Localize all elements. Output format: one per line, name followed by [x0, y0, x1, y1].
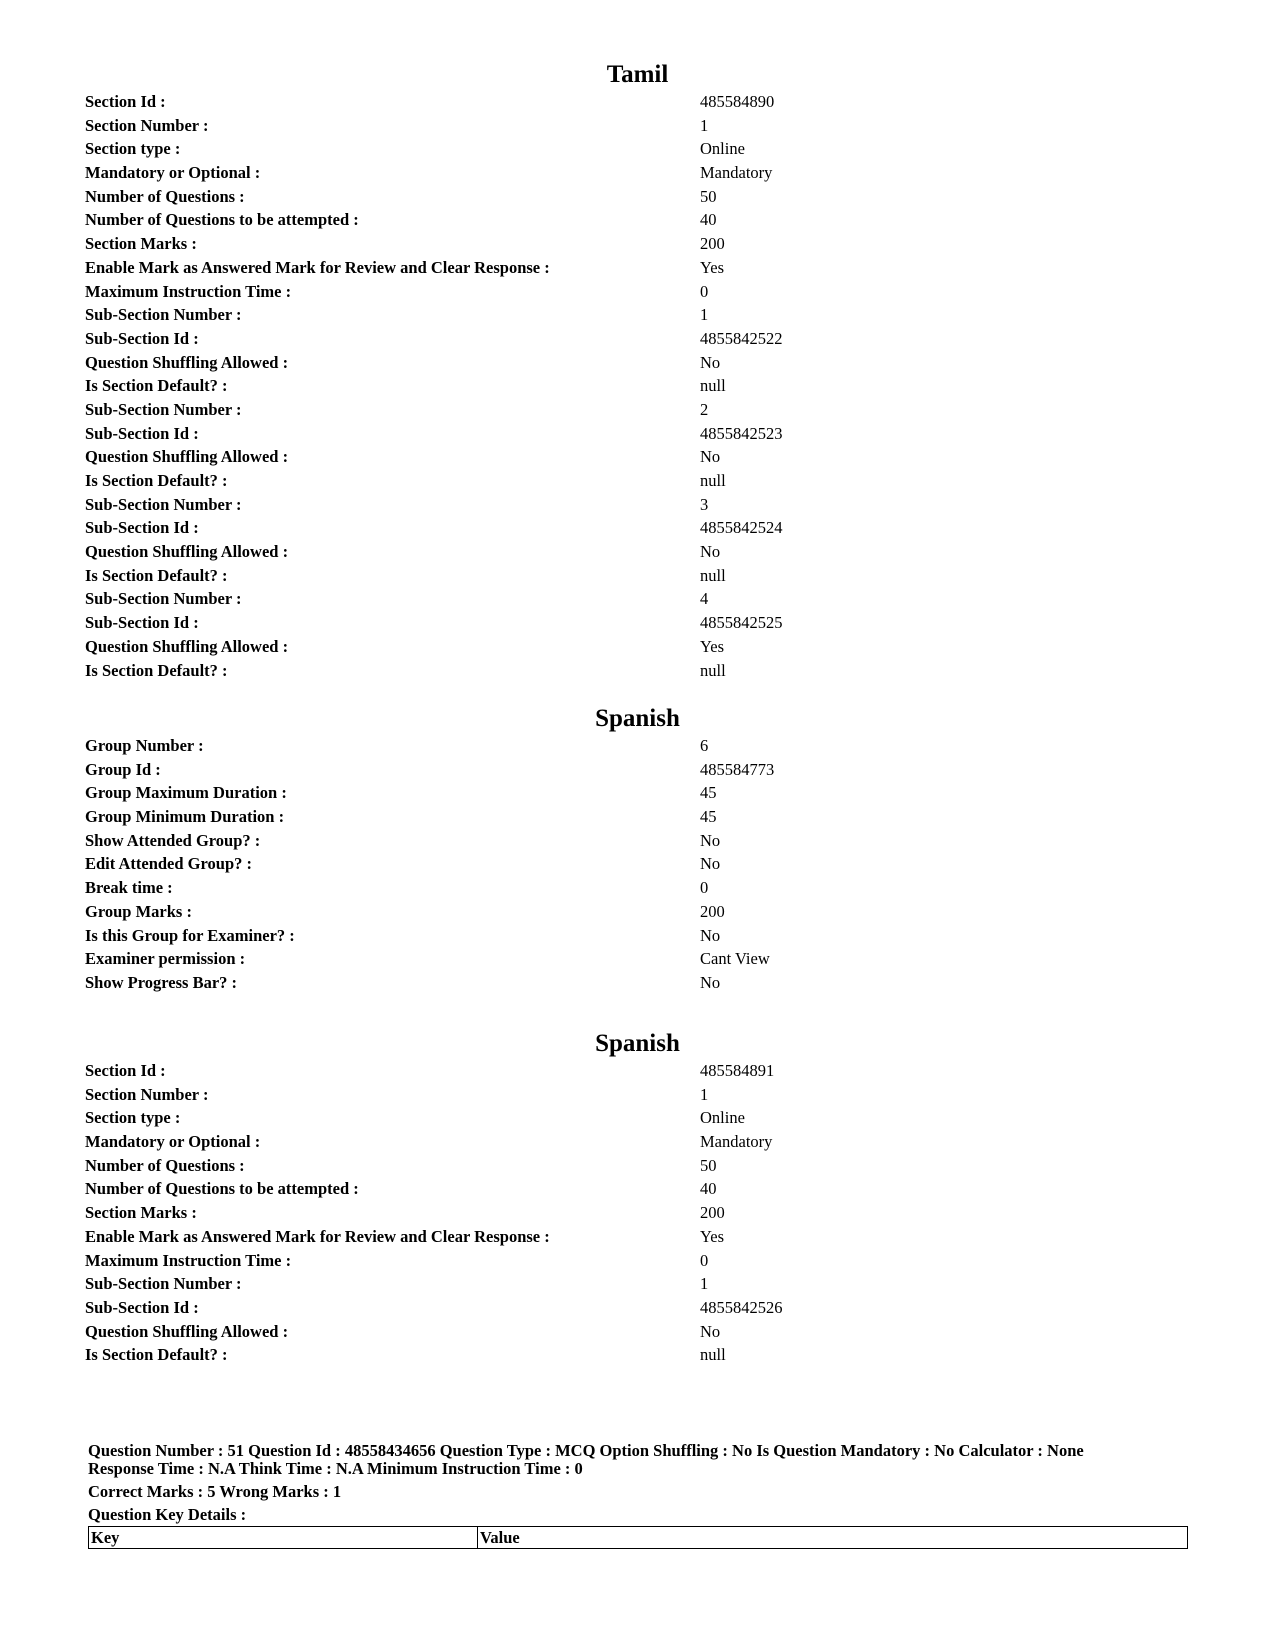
field-value: 45	[700, 807, 717, 827]
field-value: 200	[700, 234, 725, 254]
field-label: Sub-Section Number :	[85, 494, 242, 514]
field-label: Question Shuffling Allowed :	[85, 542, 289, 562]
field-label: Section Marks :	[85, 234, 197, 254]
field-value: No	[700, 352, 721, 372]
field-label: Group Id :	[85, 759, 161, 779]
field-value: 200	[700, 901, 725, 921]
field-row	[85, 1320, 1190, 1344]
field-label: Question Shuffling Allowed :	[85, 447, 289, 467]
field-row	[85, 327, 1190, 351]
field-value: 50	[700, 1155, 717, 1175]
field-value: 2	[700, 399, 709, 419]
field-value: 1	[700, 1274, 709, 1294]
field-label: Examiner permission :	[85, 949, 246, 969]
field-row	[85, 540, 1190, 564]
field-value: null	[700, 565, 726, 585]
field-row	[85, 900, 1190, 924]
field-label: Is this Group for Examiner? :	[85, 925, 295, 945]
field-value: 4855842522	[700, 328, 783, 348]
field-value: Mandatory	[700, 1132, 773, 1152]
field-row	[85, 280, 1190, 304]
field-label: Is Section Default? :	[85, 471, 228, 490]
field-value: Yes	[700, 257, 725, 277]
field-label: Question Shuffling Allowed :	[85, 1321, 289, 1341]
field-value: 4855842524	[700, 518, 783, 538]
field-row	[85, 758, 1190, 782]
field-label: Enable Mark as Answered Mark for Review and Clear Response :	[85, 1226, 550, 1246]
field-row	[85, 1177, 1190, 1201]
field-label: Sub-Section Number :	[85, 589, 242, 609]
field-value: Online	[700, 139, 745, 159]
field-label: Maximum Instruction Time :	[85, 281, 292, 301]
field-label: Number of Questions :	[85, 1155, 245, 1175]
field-label: Is Section Default? :	[85, 565, 228, 585]
field-value: 4	[700, 589, 709, 609]
group-block-spanish	[85, 704, 1190, 995]
field-label: Section Number :	[85, 115, 209, 135]
field-row	[85, 1272, 1190, 1296]
field-value: null	[700, 1345, 726, 1365]
field-row	[85, 1130, 1190, 1154]
field-value: 1	[700, 115, 709, 135]
field-row	[85, 1225, 1190, 1249]
group-title: Spanish	[595, 705, 680, 732]
field-row	[85, 469, 1190, 493]
field-row	[85, 1249, 1190, 1273]
field-label: Sub-Section Id :	[85, 518, 199, 538]
field-row	[85, 659, 1190, 683]
field-label: Sub-Section Number :	[85, 305, 242, 325]
field-value: Yes	[700, 636, 725, 656]
field-label: Sub-Section Id :	[85, 423, 199, 443]
section-block-spanish	[85, 1029, 1190, 1367]
section-rows	[85, 90, 1190, 682]
field-row	[85, 635, 1190, 659]
field-label: Section type :	[85, 139, 181, 159]
field-row	[85, 232, 1190, 256]
field-row	[85, 1154, 1190, 1178]
field-label: Group Marks :	[85, 901, 192, 921]
field-label: Is Section Default? :	[85, 1345, 228, 1365]
field-row	[85, 971, 1190, 995]
field-label: Show Attended Group? :	[85, 830, 261, 850]
table-header-key: Key	[89, 1527, 478, 1549]
field-row	[85, 256, 1190, 280]
field-label: Section Number :	[85, 1084, 209, 1104]
field-row	[85, 422, 1190, 446]
field-value: 485584891	[700, 1061, 775, 1080]
field-row	[85, 351, 1190, 375]
field-row	[85, 805, 1190, 829]
field-value: No	[700, 542, 721, 562]
field-label: Mandatory or Optional :	[85, 163, 261, 183]
field-row	[85, 1106, 1190, 1130]
field-value: 4855842523	[700, 423, 783, 443]
field-row	[85, 374, 1190, 398]
field-value: No	[700, 830, 721, 850]
field-row	[85, 1059, 1190, 1083]
field-label: Sub-Section Id :	[85, 1297, 199, 1317]
field-value: null	[700, 471, 726, 490]
section-block-tamil	[85, 60, 1190, 682]
field-label: Is Section Default? :	[85, 660, 228, 680]
table-header-value: Value	[478, 1527, 1188, 1549]
field-value: 4855842525	[700, 613, 783, 633]
field-row	[85, 734, 1190, 758]
field-row	[85, 611, 1190, 635]
field-row	[85, 161, 1190, 185]
field-label: Sub-Section Number :	[85, 399, 242, 419]
field-label: Group Number :	[85, 736, 204, 755]
field-label: Section Marks :	[85, 1203, 197, 1223]
field-value: 45	[700, 783, 717, 803]
field-value: 0	[700, 281, 709, 301]
field-value: 3	[700, 494, 709, 514]
field-row	[85, 564, 1190, 588]
field-value: 485584773	[700, 759, 775, 779]
field-row	[85, 90, 1190, 114]
field-value: No	[700, 854, 721, 874]
field-label: Enable Mark as Answered Mark for Review and Clear Response :	[85, 257, 550, 277]
field-label: Sub-Section Number :	[85, 1274, 242, 1294]
field-value: 0	[700, 878, 709, 898]
field-value: Online	[700, 1108, 745, 1128]
field-label: Is Section Default? :	[85, 376, 228, 396]
field-label: Maximum Instruction Time :	[85, 1250, 292, 1270]
field-row	[85, 947, 1190, 971]
field-row	[85, 493, 1190, 517]
field-label: Number of Questions to be attempted :	[85, 210, 359, 230]
field-row	[85, 1201, 1190, 1225]
field-row	[85, 208, 1190, 232]
field-label: Section Id :	[85, 1061, 166, 1080]
field-label: Mandatory or Optional :	[85, 1132, 261, 1152]
section-title: Tamil	[606, 61, 669, 88]
field-row	[85, 398, 1190, 422]
group-rows	[85, 734, 1190, 995]
field-label: Show Progress Bar? :	[85, 972, 238, 992]
section-title: Spanish	[595, 1030, 680, 1057]
field-label: Section type :	[85, 1108, 181, 1128]
field-label: Group Minimum Duration :	[85, 807, 285, 827]
field-value: 1	[700, 1084, 709, 1104]
field-value: No	[700, 925, 721, 945]
field-row	[85, 781, 1190, 805]
field-value: 50	[700, 186, 717, 206]
field-value: Yes	[700, 1226, 725, 1246]
field-value: 0	[700, 1250, 709, 1270]
field-row	[85, 852, 1190, 876]
field-label: Number of Questions :	[85, 186, 245, 206]
section-rows	[85, 1059, 1190, 1367]
field-value: Mandatory	[700, 163, 773, 183]
field-row	[85, 1083, 1190, 1107]
field-row	[85, 445, 1190, 469]
table-header-row	[89, 1527, 1188, 1549]
field-value: 200	[700, 1203, 725, 1223]
field-row	[85, 829, 1190, 853]
field-row	[85, 516, 1190, 540]
question-marks: Correct Marks : 5 Wrong Marks : 1	[88, 1482, 342, 1501]
field-label: Sub-Section Id :	[85, 328, 199, 348]
field-label: Question Shuffling Allowed :	[85, 352, 289, 372]
question-timing-line: Response Time : N.A Think Time : N.A Minimum Instruction Time : 0	[88, 1459, 583, 1478]
field-value: 6	[700, 736, 709, 755]
field-value: 485584890	[700, 92, 775, 111]
field-row	[85, 137, 1190, 161]
field-row	[85, 185, 1190, 209]
field-value: 1	[700, 305, 709, 325]
field-label: Edit Attended Group? :	[85, 854, 253, 874]
field-row	[85, 1296, 1190, 1320]
field-value: null	[700, 660, 726, 680]
field-row	[85, 924, 1190, 948]
field-value: Cant View	[700, 949, 770, 969]
field-value: No	[700, 972, 721, 992]
field-row	[85, 114, 1190, 138]
field-label: Break time :	[85, 878, 173, 898]
field-label: Sub-Section Id :	[85, 613, 199, 633]
field-value: null	[700, 376, 726, 396]
question-key-details-label: Question Key Details :	[88, 1505, 247, 1524]
field-value: 40	[700, 1179, 717, 1199]
field-value: No	[700, 447, 721, 467]
field-row	[85, 587, 1190, 611]
field-value: No	[700, 1321, 721, 1341]
field-row	[85, 303, 1190, 327]
field-label: Number of Questions to be attempted :	[85, 1179, 359, 1199]
field-label: Section Id :	[85, 92, 166, 111]
field-value: 4855842526	[700, 1297, 783, 1317]
question-meta-line: Question Number : 51 Question Id : 48558434656 Question Type : MCQ Option Shuffling : No Is Question Mandatory : No Calculator : None	[88, 1441, 1084, 1460]
field-row	[85, 1343, 1190, 1367]
question-block	[88, 1442, 1188, 1549]
field-row	[85, 876, 1190, 900]
field-label: Question Shuffling Allowed :	[85, 636, 289, 656]
field-label: Group Maximum Duration :	[85, 783, 287, 803]
question-key-table	[88, 1526, 1188, 1549]
field-value: 40	[700, 210, 717, 230]
